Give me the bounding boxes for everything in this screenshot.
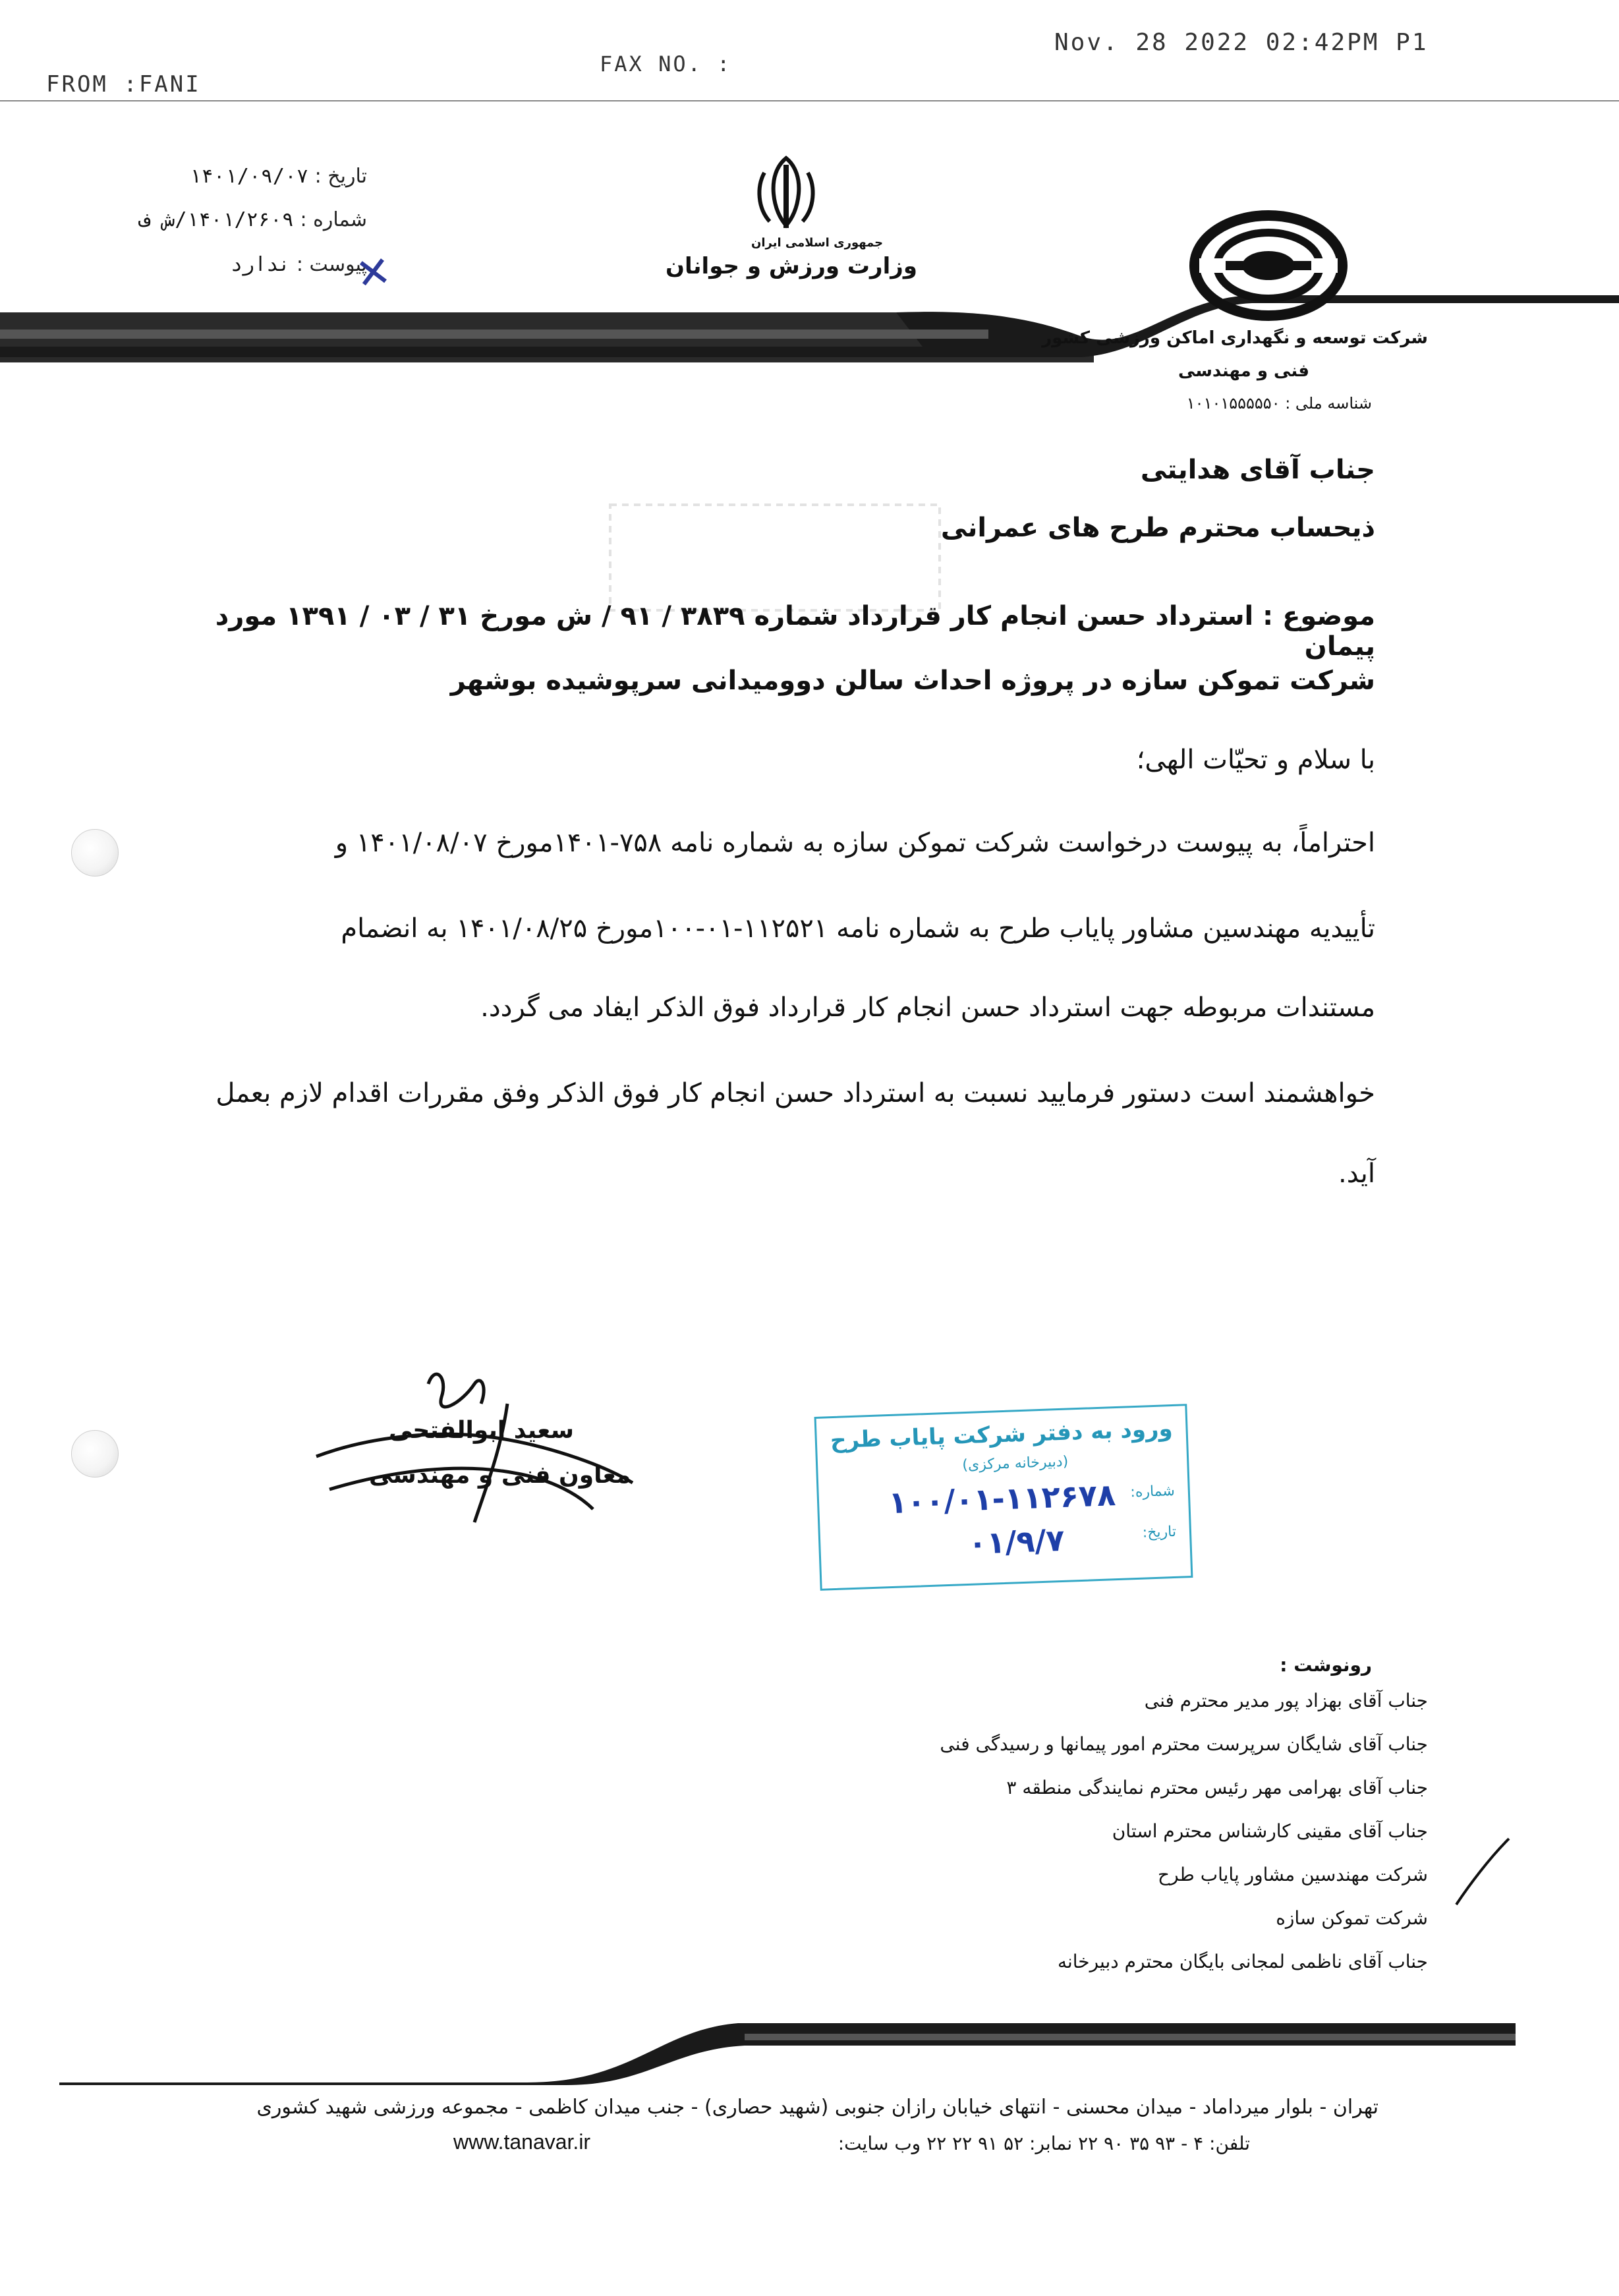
footer-contact: تلفن: ۴ - ۹۳ ۳۵ ۹۰ ۲۲ نمابر: ۵۲ ۹۱ ۲۲ ۲۲ وب سایت: bbox=[838, 2133, 1250, 2154]
body-line: تأییدیه مهندسین مشاور پایاب طرح به شماره نامه ۱۱۲۵۲۱-۰۱-۱۰۰مورخ ۱۴۰۱/۰۸/۲۵ به انضمام bbox=[341, 913, 1375, 944]
copy-recipient: جناب آقای ناظمی لمجانی بایگان محترم دبیرخانه bbox=[1057, 1951, 1428, 1972]
subject-line-2: شرکت تموکن سازه در پروژه احداث سالن دوومیدانی سرپوشیده بوشهر bbox=[450, 666, 1375, 696]
punch-hole-bottom bbox=[71, 1430, 119, 1478]
letter-number bbox=[139, 208, 367, 231]
iran-emblem-icon bbox=[750, 153, 822, 239]
body-line: آید. bbox=[1338, 1159, 1375, 1189]
company-logo-icon bbox=[1186, 210, 1351, 322]
copy-recipient: شرکت مهندسین مشاور پایاب طرح bbox=[1158, 1864, 1428, 1885]
copy-recipient: شرکت تموکن سازه bbox=[1276, 1907, 1428, 1929]
stamp-title: ورود به دفتر شرکت پایاب طرح bbox=[830, 1415, 1174, 1454]
signatory-name: سعید ابوالفتحی bbox=[389, 1417, 575, 1444]
letter-date bbox=[189, 165, 367, 188]
letter-date-label: تاریخ : bbox=[314, 165, 367, 188]
company-department: فنی و مهندسی bbox=[1178, 361, 1309, 381]
fax-from: FROM :FANI bbox=[46, 71, 201, 98]
fax-header-rule bbox=[0, 100, 1619, 101]
ministry-name: وزارت ورزش و جوانان bbox=[666, 253, 917, 279]
fax-datetime: Nov. 28 2022 02:42PM P1 bbox=[1054, 29, 1429, 56]
stamp-date-label: تاریخ: bbox=[1142, 1523, 1177, 1541]
company-national-id: شناسه ملی : ۱۰۱۰۱۵۵۵۵۵۰ bbox=[1186, 394, 1372, 413]
footer-website: www.tanavar.ir bbox=[453, 2130, 591, 2154]
copy-recipient: جناب آقای مقینی کارشناس محترم استان bbox=[1112, 1820, 1428, 1842]
punch-hole-top bbox=[71, 829, 119, 876]
letter-attachment-value: ندارد bbox=[231, 253, 291, 276]
body-line: خواهشمند است دستور فرمایید نسبت به استرداد حسن انجام کار فوق الذکر وفق مقررات اقدام لازم بعمل bbox=[215, 1078, 1375, 1108]
letter-date-value: ۱۴۰۱/۰۹/۰۷ bbox=[189, 165, 309, 188]
signatory-title: معاون فنی و مهندسی bbox=[369, 1462, 631, 1489]
letter-number-label: شماره : bbox=[300, 208, 367, 231]
company-name: شرکت توسعه و نگهداری اماکن ورزشی کشور bbox=[1042, 328, 1428, 348]
footer-band bbox=[0, 2017, 1619, 2089]
letter-attachment bbox=[231, 253, 367, 276]
stamp-number-label: شماره: bbox=[1130, 1482, 1176, 1501]
attachment-x-mark-icon: ✕ bbox=[353, 246, 395, 301]
stamp-number-value: ۱۰۰/۰۱-۱۱۲۶۷۸ bbox=[888, 1477, 1116, 1521]
copies-heading: رونوشت : bbox=[1280, 1654, 1372, 1676]
emblem-caption: جمهوری اسلامی ایران bbox=[751, 236, 884, 250]
stamp-date-value: ۰۱/۹/۷ bbox=[967, 1522, 1065, 1561]
handwritten-signature bbox=[290, 1358, 659, 1529]
fax-number: FAX NO. : bbox=[600, 51, 732, 76]
stamp-subtitle: (دبیرخانه مرکزی) bbox=[961, 1453, 1069, 1474]
header-band bbox=[0, 290, 1619, 362]
recipient-title: ذیحساب محترم طرح های عمرانی bbox=[940, 513, 1375, 543]
recipient-name: جناب آقای هدایتی bbox=[1140, 455, 1375, 485]
copy-recipient: جناب آقای بهرامی مهر رئیس محترم نمایندگی منطقه ۳ bbox=[1006, 1777, 1428, 1798]
margin-pen-stroke bbox=[1450, 1832, 1516, 1911]
copy-recipient: جناب آقای بهزاد پور مدیر محترم فنی bbox=[1144, 1690, 1428, 1711]
received-stamp bbox=[814, 1404, 1193, 1591]
body-line: احتراماً، به پیوست درخواست شرکت تموکن سازه به شماره نامه ۷۵۸-۱۴۰۱مورخ ۱۴۰۱/۰۸/۰۷ و bbox=[335, 828, 1375, 858]
letter-attachment-label: پیوست : bbox=[296, 253, 367, 276]
letter-number-value: ۱۴۰۱/۲۶۰۹/ش ف bbox=[139, 208, 294, 231]
body-line: مستندات مربوطه جهت استرداد حسن انجام کار قرارداد فوق الذکر ایفاد می گردد. bbox=[480, 992, 1375, 1023]
greeting: با سلام و تحیّات الهی؛ bbox=[1136, 745, 1375, 775]
subject-line-1: موضوع : استرداد حسن انجام کار قرارداد شماره ۳۸۳۹ / ۹۱ / ش مورخ ۳۱ / ۰۳ / ۱۳۹۱ مورد پیمان bbox=[215, 601, 1375, 662]
copy-recipient: جناب آقای شایگان سرپرست محترم امور پیمانها و رسیدگی فنی bbox=[940, 1733, 1428, 1755]
footer-address: تهران - بلوار میرداماد - میدان محسنی - انتهای خیابان رازان جنوبی (شهید حصاری) - جنب میدان کاظمی - مجموعه ورزشی شهید کشوری bbox=[256, 2096, 1378, 2119]
